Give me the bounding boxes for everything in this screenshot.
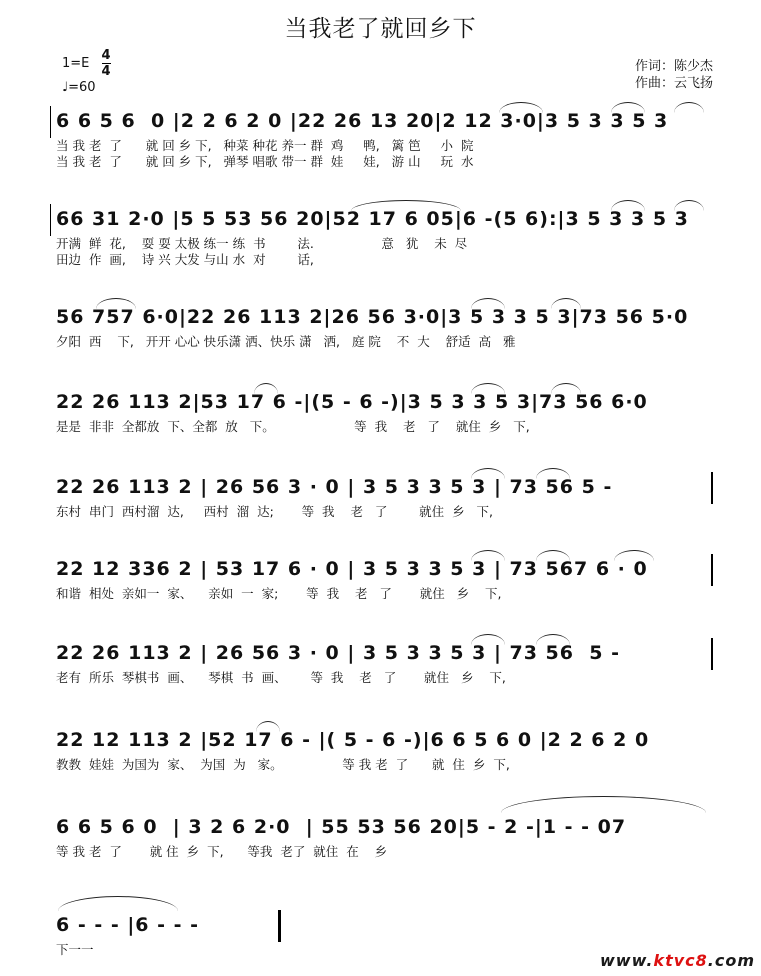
- start-barline: [50, 204, 51, 236]
- watermark-prefix: www.: [600, 951, 654, 970]
- lyrics-verse-1: 当 我 老 了 就 回 乡 下, 种菜 种花 养一 群 鸡 鸭, 篱 笆 小 院: [56, 138, 474, 153]
- slur-mark: [501, 796, 706, 813]
- lyrics-verse-1: 和谐 相处 亲如一 家、 亲如 一 家; 等 我 老 了 就住 乡 下,: [56, 586, 502, 601]
- lyrics-verse-1: 是是 非非 全都放 下、全都 放 下。 等 我 老 了 就住 乡 下,: [56, 419, 530, 434]
- slur-mark: [674, 102, 704, 113]
- song-title: 当我老了就回乡下: [284, 16, 477, 42]
- tempo-marking: ♩=60: [62, 80, 96, 95]
- start-barline: [50, 106, 51, 138]
- lyrics-verse-2: 当 我 老 了 就 回 乡 下, 弹琴 唱歌 带一 群 娃 娃, 游 山 玩 水: [56, 154, 474, 169]
- staff-line-3: [56, 300, 716, 350]
- slur-mark: [351, 200, 461, 211]
- watermark-suffix: .com: [707, 951, 755, 970]
- staff-line-5: [56, 470, 716, 520]
- staff-line-6: [56, 552, 716, 602]
- slur-mark: [471, 550, 505, 561]
- note-line: 6 6 5 6 0 | 3 2 6 2·0 | 55 53 56 20|5 - 2 -|1 - - 07: [56, 816, 627, 838]
- note-line: 56 757 6·0|22 26 113 2|26 56 3·0|3 5 3 3 5 3|73 56 5·0: [56, 306, 689, 328]
- lyricist-credit: 作词：陈少杰: [634, 59, 713, 74]
- staff-line-7: [56, 636, 716, 686]
- staff-line-4: [56, 385, 716, 435]
- note-line: 22 26 113 2 | 26 56 3 · 0 | 3 5 3 3 5 3 | 73 56 5 -: [56, 476, 613, 498]
- slur-mark: [551, 383, 581, 394]
- note-line: 22 12 336 2 | 53 17 6 · 0 | 3 5 3 3 5 3 | 73 567 6 · 0: [56, 558, 648, 580]
- slur-mark: [471, 634, 505, 645]
- lyrics-verse-1: 开满 鲜 花, 耍 耍 太极 练一 练 书 法. 意 犹 未 尽: [56, 236, 468, 251]
- slur-mark: [611, 200, 645, 211]
- barline: [711, 554, 713, 586]
- slur-mark: [471, 383, 505, 394]
- note-line: 6 - - - |6 - - -: [56, 914, 199, 936]
- time-signature-top: 4: [101, 48, 111, 63]
- staff-line-2: [56, 202, 716, 268]
- slur-mark: [499, 102, 543, 113]
- credits: [635, 58, 713, 92]
- staff-line-9: [56, 810, 716, 860]
- note-line: 22 26 113 2|53 17 6 -|(5 - 6 -)|3 5 3 3 5 3|73 56 6·0: [56, 391, 648, 413]
- slur-mark: [58, 896, 178, 911]
- slur-mark: [611, 102, 645, 113]
- slur-mark: [254, 383, 278, 394]
- note-line: 22 12 113 2 |52 17 6 - |( 5 - 6 -)|6 6 5 6 0 |2 2 6 2 0: [56, 729, 650, 751]
- composer-credit: 作曲：云飞扬: [634, 76, 713, 91]
- slur-mark: [536, 468, 570, 479]
- note-line: 66 31 2·0 |5 5 53 56 20|52 17 6 05|6 -(5 6):|3 5 3 3 5 3: [56, 208, 689, 230]
- staff-line-1: [56, 104, 716, 170]
- slur-mark: [536, 550, 570, 561]
- slur-mark: [614, 550, 654, 561]
- time-signature: [102, 48, 111, 79]
- slur-mark: [256, 721, 280, 732]
- note-line: 22 26 113 2 | 26 56 3 · 0 | 3 5 3 3 5 3 | 73 56 5 -: [56, 642, 620, 664]
- slur-mark: [471, 298, 505, 309]
- slur-mark: [96, 298, 136, 309]
- final-barline: [278, 910, 281, 942]
- lyrics-verse-2: 田边 作 画, 诗 兴 大发 与山 水 对 话,: [56, 252, 314, 267]
- key-and-tempo: [62, 48, 111, 97]
- time-signature-bottom: 4: [101, 64, 111, 79]
- lyrics-verse-1: 等 我 老 了 就 住 乡 下, 等我 老了 就住 在 乡: [56, 844, 388, 859]
- slur-mark: [551, 298, 581, 309]
- lyrics-verse-1: 老有 所乐 琴棋书 画、 琴棋 书 画、 等 我 老 了 就住 乡 下,: [56, 670, 506, 685]
- key-time-signature: [62, 48, 111, 79]
- barline: [711, 638, 713, 670]
- staff-line-8: [56, 723, 716, 773]
- lyrics-verse-1: 教教 娃娃 为国为 家、 为国 为 家。 等 我 老 了 就 住 乡 下,: [56, 757, 510, 772]
- slur-mark: [536, 634, 570, 645]
- slur-mark: [674, 200, 704, 211]
- barline: [711, 472, 713, 504]
- lyrics-verse-1: 东村 串门 西村溜 达, 西村 溜 达; 等 我 老 了 就住 乡 下,: [56, 504, 493, 519]
- lyrics-verse-1: 夕阳 西 下, 开开 心心 快乐潇 洒、快乐 潇 洒, 庭 院 不 大 舒适 高 雅: [56, 334, 516, 349]
- site-watermark: [600, 951, 755, 970]
- key-signature: 1=E: [62, 56, 90, 71]
- slur-mark: [471, 468, 505, 479]
- lyrics-verse-1: 下一一: [56, 942, 94, 957]
- watermark-accent: ktvc8: [653, 951, 708, 970]
- note-line: 6 6 5 6 0 |2 2 6 2 0 |22 26 13 20|2 12 3·0|3 5 3 3 5 3: [56, 110, 669, 132]
